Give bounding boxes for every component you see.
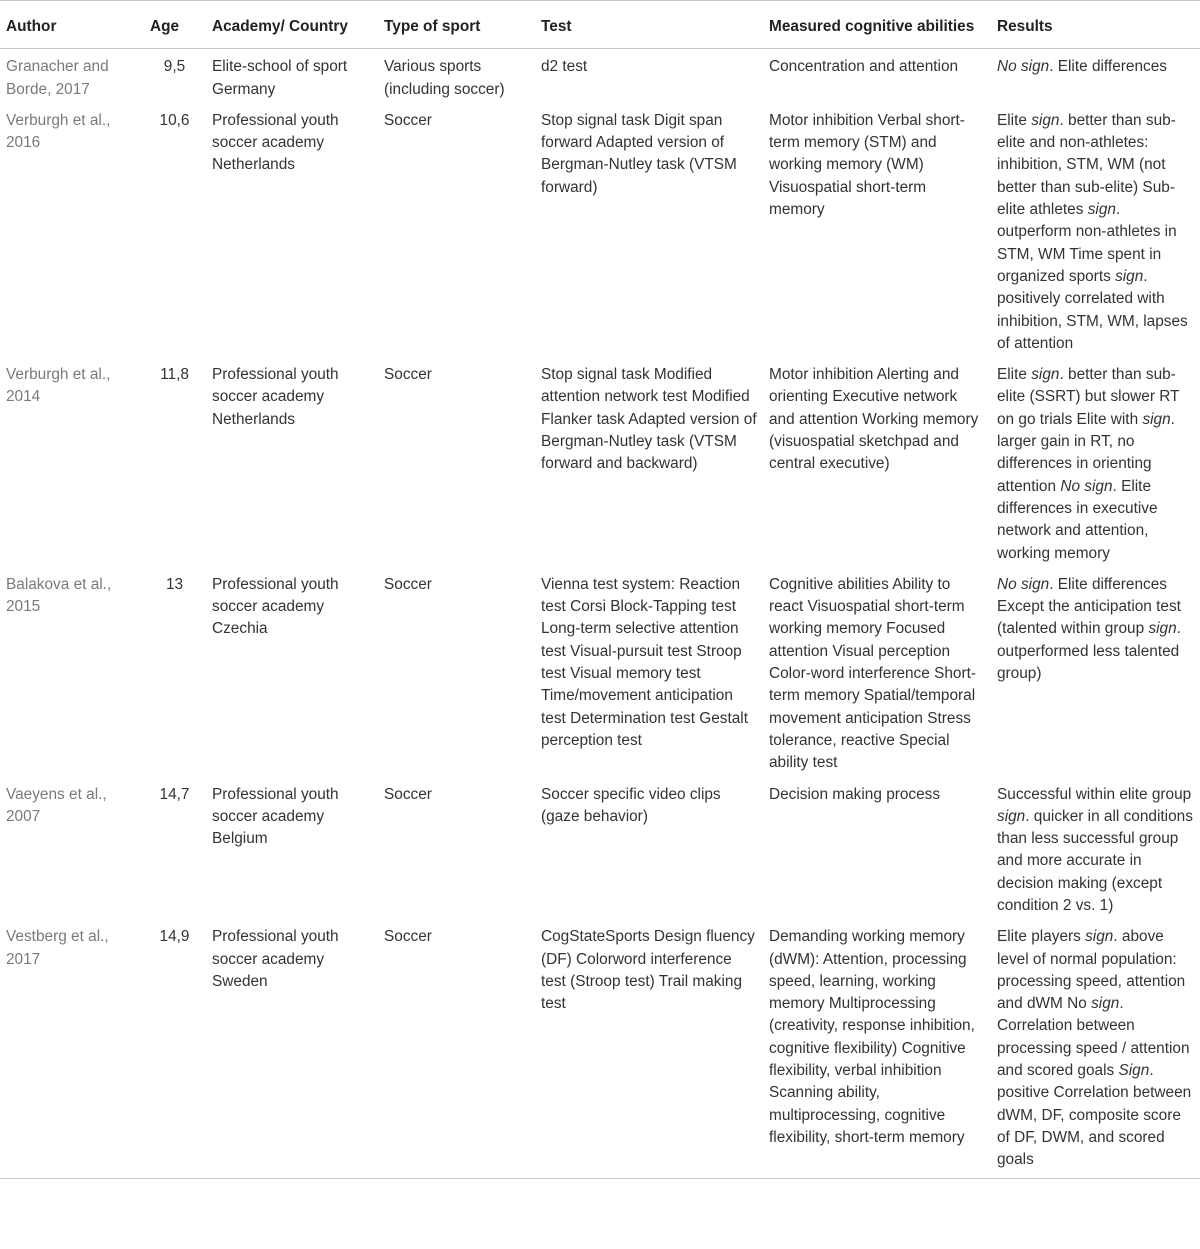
results-segment: . better than sub-elite (SSRT) but slower RT on go trials Elite with [997,366,1180,428]
cell-age: 14,9 [143,919,206,1178]
results-italic-segment: Sign [1118,1062,1150,1080]
results-segment: . outperformed less talented group) [997,620,1181,683]
results-italic-segment: sign [997,807,1026,825]
results-segment: . positive Correlation between dWM, DF, composite score of DF, DWM, and scored goals [997,1062,1192,1169]
header-row [0,1,1200,49]
cell-author: Verburgh et al., 2016 [6,111,111,152]
cell-sport: Soccer [384,785,432,803]
cell-author: Granacher and Borde, 2017 [6,58,109,98]
cell-academy: Professional youth soccer academy Czechia [212,575,339,638]
results-segment: . above level of normal population: processing speed, attention and dWM No [997,928,1186,1013]
results-segment: . better than sub-elite and non-athletes: inhibition, STM, WM (not better than sub-elite) Sub-elite athletes [997,111,1176,219]
header-results: Results [991,1,1200,49]
header-abilities: Measured cognitive abilities [763,1,991,49]
cell-author: Verburgh et al., 2014 [6,366,111,406]
cell-results [991,919,1200,1178]
cell-test: d2 test [541,58,588,76]
cell-author: Vaeyens et al., 2007 [6,785,107,825]
cell-sport: Soccer [384,366,432,384]
cell-sport: Various sports (including soccer) [384,58,505,98]
cell-age: 10,6 [159,111,190,129]
cell-results [991,567,1200,777]
results-italic-segment: sign [1085,928,1114,946]
header-test: Test [535,1,763,49]
cell-test: Stop signal task Digit span forward Adapted version of Bergman-Nutley task (VTSM forward) [541,111,737,196]
cell-abilities: Concentration and attention [769,58,959,76]
cell-academy: Professional youth soccer academy Belgium [212,785,339,848]
cell-author: Vestberg et al., 2017 [0,919,143,1178]
table-row [0,357,1200,567]
cell-results [991,777,1200,920]
results-segment: . Elite differences [1049,58,1167,76]
results-italic-segment: sign [1115,267,1144,285]
table-row [0,777,1200,920]
table-row [0,919,1200,1178]
results-italic-segment: No sign [997,575,1050,593]
results-segment: . positively correlated with inhibition, STM, WM, lapses of attention [997,267,1188,352]
cell-age: 13 [165,575,184,593]
cell-abilities: Cognitive abilities Ability to react Visuospatial short-term working memory Focused attention Visual perception Color-word interference Short-term memory Spatial/temporal movement anticipation Stress tolerance, reactive Special ability test [769,575,976,772]
table-row [0,567,1200,777]
cell-academy: Professional youth soccer academy Netherlands [212,366,339,428]
table-row [0,103,1200,357]
cell-sport: Soccer [384,111,432,129]
cell-abilities: Motor inhibition Verbal short-term memory (STM) and working memory (WM) Visuospatial short-term memory [769,111,965,219]
table-row [0,49,1200,103]
cell-abilities: Demanding working memory (dWM): Attention, processing speed, learning, working memory Multiprocessing (creativity, response inhibition, cognitive flexibility) Cognitive flexibility, verbal inhibition Scanning ability, multiprocessing, cognitive flexibility, short-term memory [763,919,991,1178]
results-segment: Elite [997,366,1032,384]
cell-age: 9,5 [163,58,186,76]
results-italic-segment: No sign [1060,477,1113,495]
results-italic-segment: sign [1031,111,1060,129]
results-segment: Successful within elite group [997,785,1192,803]
cell-results [991,49,1200,103]
results-segment: Elite [997,111,1032,129]
cell-age: 11,8 [160,366,189,384]
table-header [0,1,1200,49]
cell-academy: Professional youth soccer academy Sweden [206,919,378,1178]
cell-author: Balakova et al., 2015 [6,575,112,616]
cell-test: Soccer specific video clips (gaze behavior) [541,785,721,825]
cell-abilities: Decision making process [769,785,941,803]
header-sport: Type of sport [378,1,535,49]
results-italic-segment: sign [1087,201,1116,219]
cell-sport: Soccer [378,919,535,1178]
results-segment: . larger gain in RT, no differences in orienting attention [997,410,1175,495]
results-segment: . Elite differences in executive network and attention, working memory [997,477,1158,562]
results-italic-segment: sign [1148,620,1177,638]
cell-test: Stop signal task Modified attention network test Modified Flanker task Adapted version of Bergman-Nutley task (VTSM forward and backward) [541,366,757,473]
results-italic-segment: sign [1031,366,1060,384]
cell-sport: Soccer [384,575,432,593]
results-italic-segment: sign [1091,995,1120,1013]
results-segment: Elite players [997,928,1086,946]
cell-results [991,357,1200,567]
cell-results [991,103,1200,357]
header-age: Age [143,1,206,49]
results-italic-segment: sign [1142,410,1171,428]
results-italic-segment: No sign [997,58,1050,76]
results-segment: . Elite differences Except the anticipation test (talented within group [997,575,1181,638]
cell-age: 14,7 [159,785,190,803]
header-academy: Academy/ Country [206,1,378,49]
results-segment: . outperform non-athletes in STM, WM Time spent in organized sports [997,201,1177,285]
cell-test: Vienna test system: Reaction test Corsi Block-Tapping test Long-term selective attention test Visual-pursuit test Stroop test Visual memory test Time/movement anticipation test Determination test Gestalt perception test [541,575,749,749]
cell-academy: Elite-school of sport Germany [212,58,348,98]
results-segment: . Correlation between processing speed / attention and scored goals [997,995,1190,1080]
cell-abilities: Motor inhibition Alerting and orienting Executive network and attention Working memory (visuospatial sketchpad and central executive) [769,366,979,473]
header-author: Author [0,1,143,49]
table-body [0,49,1200,1178]
cell-test: CogStateSports Design fluency (DF) Colorword interference test (Stroop test) Trail making test [535,919,763,1178]
cell-academy: Professional youth soccer academy Netherlands [212,111,339,174]
results-segment: . quicker in all conditions than less successful group and more accurate in decision making (except condition 2 vs. 1) [997,807,1193,914]
